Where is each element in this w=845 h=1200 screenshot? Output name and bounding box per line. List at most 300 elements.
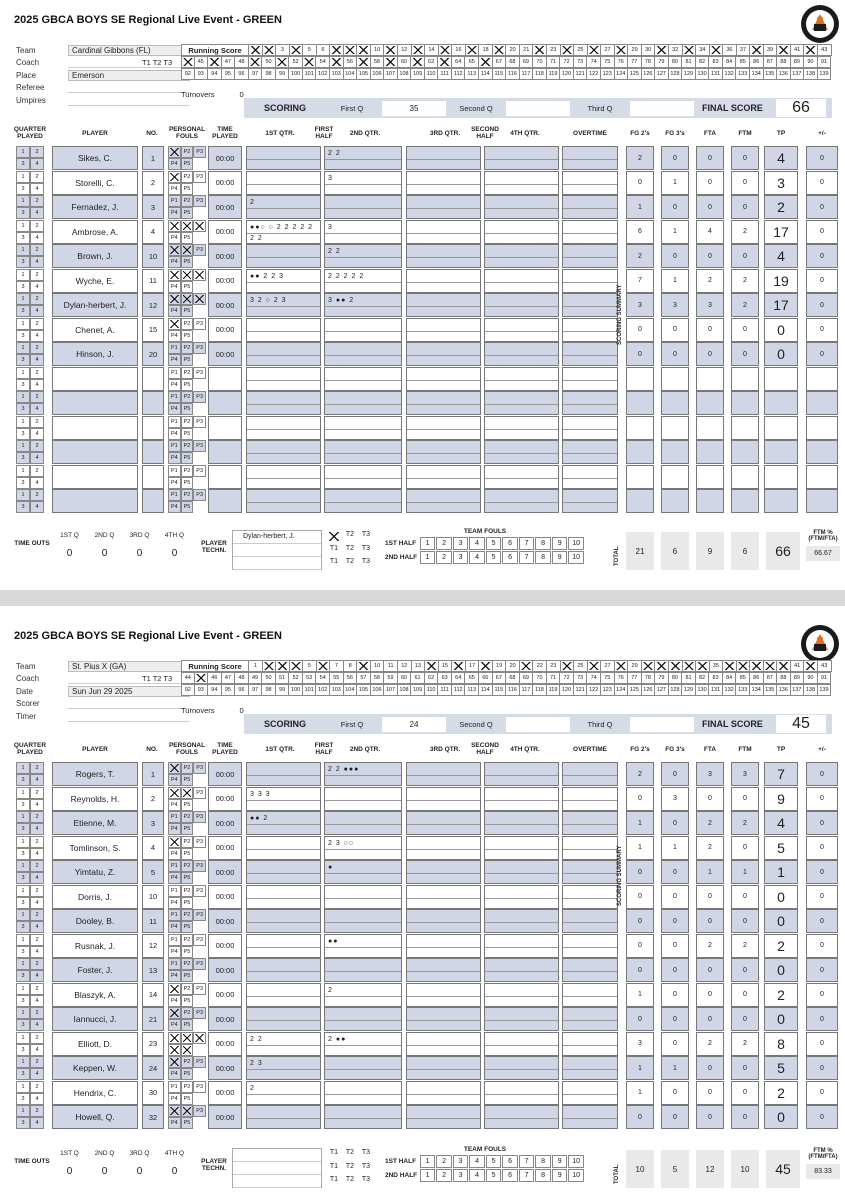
foul-box[interactable]	[193, 1032, 206, 1044]
running-score-cell[interactable]: 43	[818, 660, 832, 672]
running-score-cell[interactable]: 123	[601, 68, 615, 80]
running-score-cell[interactable]: 34	[696, 44, 710, 56]
tech-mark[interactable]: T3	[361, 558, 371, 566]
foul-box[interactable]: P1	[168, 934, 181, 946]
player-name[interactable]: Sikes, C.	[52, 146, 138, 170]
running-score-cell[interactable]: 88	[777, 672, 791, 684]
q1-cell[interactable]	[246, 171, 321, 195]
q3-cell[interactable]	[406, 958, 481, 982]
foul-box[interactable]	[168, 293, 181, 305]
foul-box[interactable]	[193, 269, 206, 281]
quarter-box[interactable]: 4	[30, 848, 44, 860]
overtime-cell[interactable]	[562, 1081, 618, 1105]
quarter-box[interactable]: 1	[16, 318, 30, 330]
running-score-cell[interactable]: 58	[371, 672, 385, 684]
time-played[interactable]: 00:00	[208, 860, 242, 884]
running-score-cell[interactable]: 62	[425, 672, 439, 684]
player-name[interactable]: Reynolds, H.	[52, 787, 138, 811]
time-played[interactable]	[208, 391, 242, 415]
quarter-box[interactable]: 4	[30, 428, 44, 440]
running-score-cell[interactable]: 75	[601, 672, 615, 684]
player-number[interactable]: 11	[142, 269, 164, 293]
running-score-cell[interactable]: 84	[723, 56, 737, 68]
running-score-cell[interactable]: 113	[465, 684, 479, 696]
running-score-cell[interactable]	[710, 44, 724, 56]
time-played[interactable]: 00:00	[208, 958, 242, 982]
q1-cell[interactable]	[246, 762, 321, 786]
q2-cell[interactable]	[324, 318, 402, 342]
quarter-box[interactable]: 1	[16, 934, 30, 946]
quarter-box[interactable]: 4	[30, 501, 44, 513]
foul-box[interactable]: P1	[168, 342, 181, 354]
running-score-cell[interactable]: 56	[344, 56, 358, 68]
q4-cell[interactable]	[484, 1032, 559, 1056]
q2-cell[interactable]: ●●	[324, 934, 402, 958]
running-score-cell[interactable]: 27	[601, 660, 615, 672]
foul-box[interactable]: P3	[193, 860, 206, 872]
quarter-box[interactable]: 2	[30, 171, 44, 183]
running-score-cell[interactable]	[438, 56, 452, 68]
q1-cell[interactable]: 2 2	[246, 1032, 321, 1056]
tech-mark[interactable]: T2	[345, 544, 355, 552]
row5-field[interactable]	[68, 95, 190, 106]
time-played[interactable]: 00:00	[208, 244, 242, 268]
foul-box[interactable]: P5	[181, 477, 194, 489]
foul-box[interactable]: P4	[168, 799, 181, 811]
running-score-cell[interactable]	[696, 660, 710, 672]
foul-box[interactable]: P1	[168, 195, 181, 207]
quarter-box[interactable]: 4	[30, 354, 44, 366]
quarter-box[interactable]: 4	[30, 256, 44, 268]
foul-box[interactable]	[168, 1056, 181, 1068]
foul-box[interactable]	[168, 1032, 181, 1044]
q1-cell[interactable]	[246, 244, 321, 268]
foul-box[interactable]: P5	[181, 501, 194, 513]
running-score-cell[interactable]: 133	[736, 684, 750, 696]
timeout-box[interactable]: 1ST Q 0	[60, 532, 79, 559]
time-played[interactable]: 00:00	[208, 934, 242, 958]
tech-mark[interactable]: T3	[361, 544, 371, 552]
quarter-box[interactable]: 2	[30, 885, 44, 897]
quarter-box[interactable]: 2	[30, 1007, 44, 1019]
quarter-box[interactable]: 1	[16, 983, 30, 995]
foul-box[interactable]: P2	[181, 416, 194, 428]
tech-player-field[interactable]: Dylan-herbert, J.	[233, 531, 321, 544]
running-score-cell[interactable]	[466, 44, 480, 56]
running-score-cell[interactable]	[344, 44, 358, 56]
quarter-box[interactable]: 1	[16, 762, 30, 774]
foul-box[interactable]: P3	[193, 811, 206, 823]
foul-box[interactable]: P5	[181, 970, 194, 982]
foul-box[interactable]: P4	[168, 452, 181, 464]
q3-cell[interactable]	[406, 269, 481, 293]
player-number[interactable]: 12	[142, 293, 164, 317]
foul-box[interactable]: P5	[181, 921, 194, 933]
running-score-cell[interactable]	[357, 56, 371, 68]
q1-cell[interactable]	[246, 885, 321, 909]
running-score-cell[interactable]: 87	[764, 56, 778, 68]
quarter-box[interactable]: 3	[16, 379, 30, 391]
time-played[interactable]: 00:00	[208, 293, 242, 317]
running-score-cell[interactable]: 5	[303, 660, 317, 672]
q1-cell[interactable]	[246, 958, 321, 982]
foul-box[interactable]	[168, 1007, 181, 1019]
running-score-cell[interactable]: 88	[777, 56, 791, 68]
q4-cell[interactable]	[484, 244, 559, 268]
foul-box[interactable]	[181, 1032, 194, 1044]
foul-box[interactable]: P3	[193, 909, 206, 921]
running-score-cell[interactable]: 45	[195, 56, 209, 68]
running-score-cell[interactable]: 116	[506, 684, 520, 696]
foul-box[interactable]: P2	[181, 934, 194, 946]
q3-cell[interactable]	[406, 909, 481, 933]
foul-box[interactable]: P1	[168, 440, 181, 452]
q4-cell[interactable]	[484, 146, 559, 170]
quarter-box[interactable]: 1	[16, 1032, 30, 1044]
quarter-box[interactable]: 2	[30, 1032, 44, 1044]
player-name[interactable]: Dorris, J.	[52, 885, 138, 909]
second-q-score[interactable]	[506, 717, 570, 732]
foul-box[interactable]	[168, 318, 181, 330]
running-score-cell[interactable]: 100	[289, 684, 303, 696]
running-score-cell[interactable]: 101	[303, 68, 317, 80]
foul-box[interactable]: P2	[181, 465, 194, 477]
player-name[interactable]	[52, 489, 138, 513]
quarter-box[interactable]: 3	[16, 183, 30, 195]
foul-box[interactable]: P2	[181, 1081, 194, 1093]
q4-cell[interactable]	[484, 171, 559, 195]
q3-cell[interactable]	[406, 787, 481, 811]
q3-cell[interactable]	[406, 293, 481, 317]
tech-mark[interactable]: T3	[361, 1162, 371, 1170]
first-q-score[interactable]: 24	[382, 717, 446, 732]
quarter-box[interactable]: 4	[30, 1068, 44, 1080]
foul-box[interactable]: P5	[181, 848, 194, 860]
running-score-cell[interactable]: 29	[628, 44, 642, 56]
running-score-cell[interactable]: 44	[181, 672, 195, 684]
overtime-cell[interactable]	[562, 860, 618, 884]
running-score-cell[interactable]: 93	[195, 684, 209, 696]
tech-mark[interactable]: T2	[345, 1162, 355, 1170]
running-score-cell[interactable]	[683, 44, 697, 56]
player-name[interactable]: Fernadez, J.	[52, 195, 138, 219]
q1-cell[interactable]: ●●○ ○ 2 2 2 2 2 2 2	[246, 220, 321, 244]
running-score-cell[interactable]: 97	[249, 684, 263, 696]
running-score-cell[interactable]: 127	[655, 684, 669, 696]
running-score-cell[interactable]: 129	[682, 684, 696, 696]
foul-box[interactable]: P2	[181, 171, 194, 183]
running-score-cell[interactable]: 74	[587, 56, 601, 68]
foul-box[interactable]: P4	[168, 207, 181, 219]
running-score-cell[interactable]: 70	[533, 56, 547, 68]
foul-box[interactable]: P4	[168, 1117, 181, 1129]
quarter-box[interactable]: 1	[16, 489, 30, 501]
running-score-cell[interactable]: 18	[479, 44, 493, 56]
overtime-cell[interactable]	[562, 220, 618, 244]
player-name[interactable]: Ambrose, A.	[52, 220, 138, 244]
quarter-box[interactable]: 2	[30, 762, 44, 774]
running-score-cell[interactable]: 30	[642, 44, 656, 56]
running-score-cell[interactable]: 71	[547, 672, 561, 684]
running-score-cell[interactable]	[561, 660, 575, 672]
q4-cell[interactable]	[484, 489, 559, 513]
foul-box[interactable]	[181, 1044, 194, 1056]
running-score-cell[interactable]: 41	[791, 44, 805, 56]
foul-box[interactable]: P5	[181, 183, 194, 195]
running-score-cell[interactable]: 52	[289, 56, 303, 68]
q4-cell[interactable]	[484, 1081, 559, 1105]
q3-cell[interactable]	[406, 342, 481, 366]
foul-box[interactable]: P4	[168, 477, 181, 489]
quarter-box[interactable]: 4	[30, 1117, 44, 1129]
foul-box[interactable]: P1	[168, 958, 181, 970]
running-score-cell[interactable]: 114	[479, 68, 493, 80]
quarter-box[interactable]: 4	[30, 1093, 44, 1105]
running-score-cell[interactable]: 10	[371, 660, 385, 672]
player-name[interactable]: Brown, J.	[52, 244, 138, 268]
running-score-cell[interactable]	[588, 44, 602, 56]
q4-cell[interactable]	[484, 391, 559, 415]
quarter-box[interactable]: 1	[16, 885, 30, 897]
quarter-box[interactable]: 4	[30, 281, 44, 293]
running-score-cell[interactable]: 59	[384, 672, 398, 684]
foul-box[interactable]: P3	[193, 885, 206, 897]
tech-player-field[interactable]	[233, 1175, 321, 1188]
overtime-cell[interactable]	[562, 195, 618, 219]
running-score-cell[interactable]: 56	[344, 672, 358, 684]
team-foul-box[interactable]: 5	[486, 1155, 502, 1168]
running-score-cell[interactable]: 122	[587, 684, 601, 696]
quarter-box[interactable]: 3	[16, 897, 30, 909]
quarter-box[interactable]: 1	[16, 440, 30, 452]
quarter-box[interactable]: 1	[16, 1007, 30, 1019]
q1-cell[interactable]	[246, 983, 321, 1007]
running-score-cell[interactable]: 13	[412, 660, 426, 672]
running-score-cell[interactable]: 126	[642, 68, 656, 80]
running-score-cell[interactable]: 111	[438, 684, 452, 696]
foul-box[interactable]	[168, 762, 181, 774]
q1-cell[interactable]: 2 3	[246, 1056, 321, 1080]
running-score-cell[interactable]: 86	[750, 56, 764, 68]
running-score-cell[interactable]: 95	[222, 68, 236, 80]
foul-box[interactable]: P5	[181, 823, 194, 835]
quarter-box[interactable]: 3	[16, 774, 30, 786]
q2-cell[interactable]	[324, 811, 402, 835]
quarter-box[interactable]: 2	[30, 1081, 44, 1093]
quarter-box[interactable]: 2	[30, 860, 44, 872]
running-score-cell[interactable]: 69	[520, 56, 534, 68]
q3-cell[interactable]	[406, 1056, 481, 1080]
foul-box[interactable]: P4	[168, 946, 181, 958]
q2-cell[interactable]	[324, 416, 402, 440]
q1-cell[interactable]	[246, 489, 321, 513]
running-score-cell[interactable]	[655, 44, 669, 56]
team-foul-box[interactable]: 1	[420, 1155, 436, 1168]
tech-mark[interactable]	[328, 531, 340, 542]
running-score-cell[interactable]: 131	[709, 68, 723, 80]
running-score-cell[interactable]: 51	[276, 672, 290, 684]
quarter-box[interactable]: 4	[30, 1019, 44, 1031]
running-score-cell[interactable]	[290, 44, 304, 56]
running-score-cell[interactable]	[804, 660, 818, 672]
running-score-cell[interactable]	[317, 660, 331, 672]
quarter-box[interactable]: 4	[30, 823, 44, 835]
q4-cell[interactable]	[484, 958, 559, 982]
time-played[interactable]: 00:00	[208, 1007, 242, 1031]
q3-cell[interactable]	[406, 318, 481, 342]
q2-cell[interactable]: 2	[324, 983, 402, 1007]
player-name[interactable]	[52, 440, 138, 464]
running-score-cell[interactable]	[479, 56, 493, 68]
overtime-cell[interactable]	[562, 489, 618, 513]
quarter-box[interactable]: 2	[30, 293, 44, 305]
tech-mark[interactable]: T3	[361, 1149, 371, 1157]
running-score-cell[interactable]	[452, 660, 466, 672]
running-score-cell[interactable]	[249, 56, 263, 68]
player-number[interactable]: 20	[142, 342, 164, 366]
running-score-cell[interactable]: 69	[520, 672, 534, 684]
running-score-cell[interactable]: 54	[316, 672, 330, 684]
quarter-box[interactable]: 2	[30, 836, 44, 848]
foul-box[interactable]: P1	[168, 860, 181, 872]
foul-box[interactable]: P3	[193, 983, 206, 995]
player-number[interactable]	[142, 465, 164, 489]
player-name[interactable]: Hinson, J.	[52, 342, 138, 366]
foul-box[interactable]	[181, 293, 194, 305]
team-foul-box[interactable]: 10	[568, 551, 584, 564]
foul-box[interactable]	[181, 269, 194, 281]
q1-cell[interactable]	[246, 391, 321, 415]
overtime-cell[interactable]	[562, 146, 618, 170]
q4-cell[interactable]	[484, 318, 559, 342]
foul-box[interactable]	[168, 244, 181, 256]
quarter-box[interactable]: 2	[30, 489, 44, 501]
team-foul-box[interactable]: 2	[436, 551, 452, 564]
foul-box[interactable]: P4	[168, 897, 181, 909]
q1-cell[interactable]: 2	[246, 195, 321, 219]
foul-box[interactable]: P2	[181, 318, 194, 330]
team-foul-box[interactable]: 6	[502, 551, 518, 564]
running-score-cell[interactable]: 129	[682, 68, 696, 80]
foul-box[interactable]: P5	[181, 452, 194, 464]
q2-cell[interactable]	[324, 195, 402, 219]
running-score-cell[interactable]: 83	[709, 672, 723, 684]
foul-box[interactable]: P5	[181, 232, 194, 244]
q1-cell[interactable]: 2	[246, 1081, 321, 1105]
quarter-box[interactable]: 1	[16, 1056, 30, 1068]
tech-mark[interactable]: T2	[345, 531, 355, 539]
quarter-box[interactable]: 3	[16, 1093, 30, 1105]
q2-cell[interactable]	[324, 489, 402, 513]
quarter-box[interactable]: 1	[16, 195, 30, 207]
q3-cell[interactable]	[406, 811, 481, 835]
running-score-cell[interactable]: 103	[330, 684, 344, 696]
player-number[interactable]: 30	[142, 1081, 164, 1105]
foul-box[interactable]: P3	[193, 391, 206, 403]
q2-cell[interactable]	[324, 440, 402, 464]
overtime-cell[interactable]	[562, 934, 618, 958]
team-foul-box[interactable]: 9	[552, 1169, 568, 1182]
running-score-cell[interactable]: 81	[682, 672, 696, 684]
timeout-box[interactable]: 3RD Q 0	[129, 532, 150, 559]
running-score-cell[interactable]: 81	[682, 56, 696, 68]
running-score-cell[interactable]: 22	[533, 660, 547, 672]
time-played[interactable]: 00:00	[208, 1081, 242, 1105]
q3-cell[interactable]	[406, 465, 481, 489]
q2-cell[interactable]: 3 ●● 2	[324, 293, 402, 317]
foul-box[interactable]: P4	[168, 354, 181, 366]
foul-box[interactable]: P2	[181, 391, 194, 403]
q1-cell[interactable]: ●● 2 2 3	[246, 269, 321, 293]
foul-box[interactable]: P2	[181, 489, 194, 501]
foul-box[interactable]: P4	[168, 872, 181, 884]
running-score-cell[interactable]	[330, 44, 344, 56]
time-played[interactable]: 00:00	[208, 1056, 242, 1080]
q4-cell[interactable]	[484, 367, 559, 391]
overtime-cell[interactable]	[562, 983, 618, 1007]
running-score-cell[interactable]	[655, 660, 669, 672]
running-score-cell[interactable]: 48	[235, 672, 249, 684]
foul-box[interactable]: P4	[168, 158, 181, 170]
tech-mark[interactable]: T1	[329, 1149, 339, 1157]
foul-box[interactable]: P1	[168, 909, 181, 921]
quarter-box[interactable]: 4	[30, 799, 44, 811]
foul-box[interactable]: P4	[168, 970, 181, 982]
foul-box[interactable]: P5	[181, 330, 194, 342]
time-played[interactable]: 00:00	[208, 195, 242, 219]
running-score-cell[interactable]: 70	[533, 672, 547, 684]
foul-box[interactable]: P4	[168, 305, 181, 317]
q2-cell[interactable]: 3	[324, 220, 402, 244]
q3-cell[interactable]	[406, 440, 481, 464]
overtime-cell[interactable]	[562, 958, 618, 982]
q2-cell[interactable]	[324, 1007, 402, 1031]
q2-cell[interactable]	[324, 1056, 402, 1080]
timeout-box[interactable]: 4TH Q 0	[164, 1150, 185, 1177]
running-score-cell[interactable]	[208, 56, 222, 68]
running-score-cell[interactable]: 80	[669, 56, 683, 68]
team-foul-box[interactable]: 4	[469, 537, 485, 550]
q4-cell[interactable]	[484, 811, 559, 835]
q2-cell[interactable]	[324, 342, 402, 366]
foul-box[interactable]	[168, 787, 181, 799]
foul-box[interactable]: P5	[181, 281, 194, 293]
q3-cell[interactable]	[406, 762, 481, 786]
foul-box[interactable]: P1	[168, 1081, 181, 1093]
player-name[interactable]: Wyche, E.	[52, 269, 138, 293]
player-number[interactable]: 32	[142, 1105, 164, 1129]
quarter-box[interactable]: 3	[16, 1068, 30, 1080]
running-score-cell[interactable]: 106	[371, 68, 385, 80]
running-score-cell[interactable]: 108	[398, 684, 412, 696]
team-foul-box[interactable]: 3	[453, 1169, 469, 1182]
tech-mark[interactable]: T1	[329, 544, 339, 552]
time-played[interactable]	[208, 489, 242, 513]
q1-cell[interactable]	[246, 909, 321, 933]
running-score-cell[interactable]: 107	[384, 68, 398, 80]
q1-cell[interactable]	[246, 342, 321, 366]
q2-cell[interactable]	[324, 367, 402, 391]
running-score-cell[interactable]	[181, 56, 195, 68]
overtime-cell[interactable]	[562, 787, 618, 811]
foul-box[interactable]: P3	[193, 1007, 206, 1019]
player-number[interactable]: 11	[142, 909, 164, 933]
running-score-cell[interactable]: 96	[235, 684, 249, 696]
time-played[interactable]: 00:00	[208, 909, 242, 933]
running-score-cell[interactable]: 49	[249, 672, 263, 684]
quarter-box[interactable]: 2	[30, 811, 44, 823]
foul-box[interactable]: P3	[193, 1081, 206, 1093]
